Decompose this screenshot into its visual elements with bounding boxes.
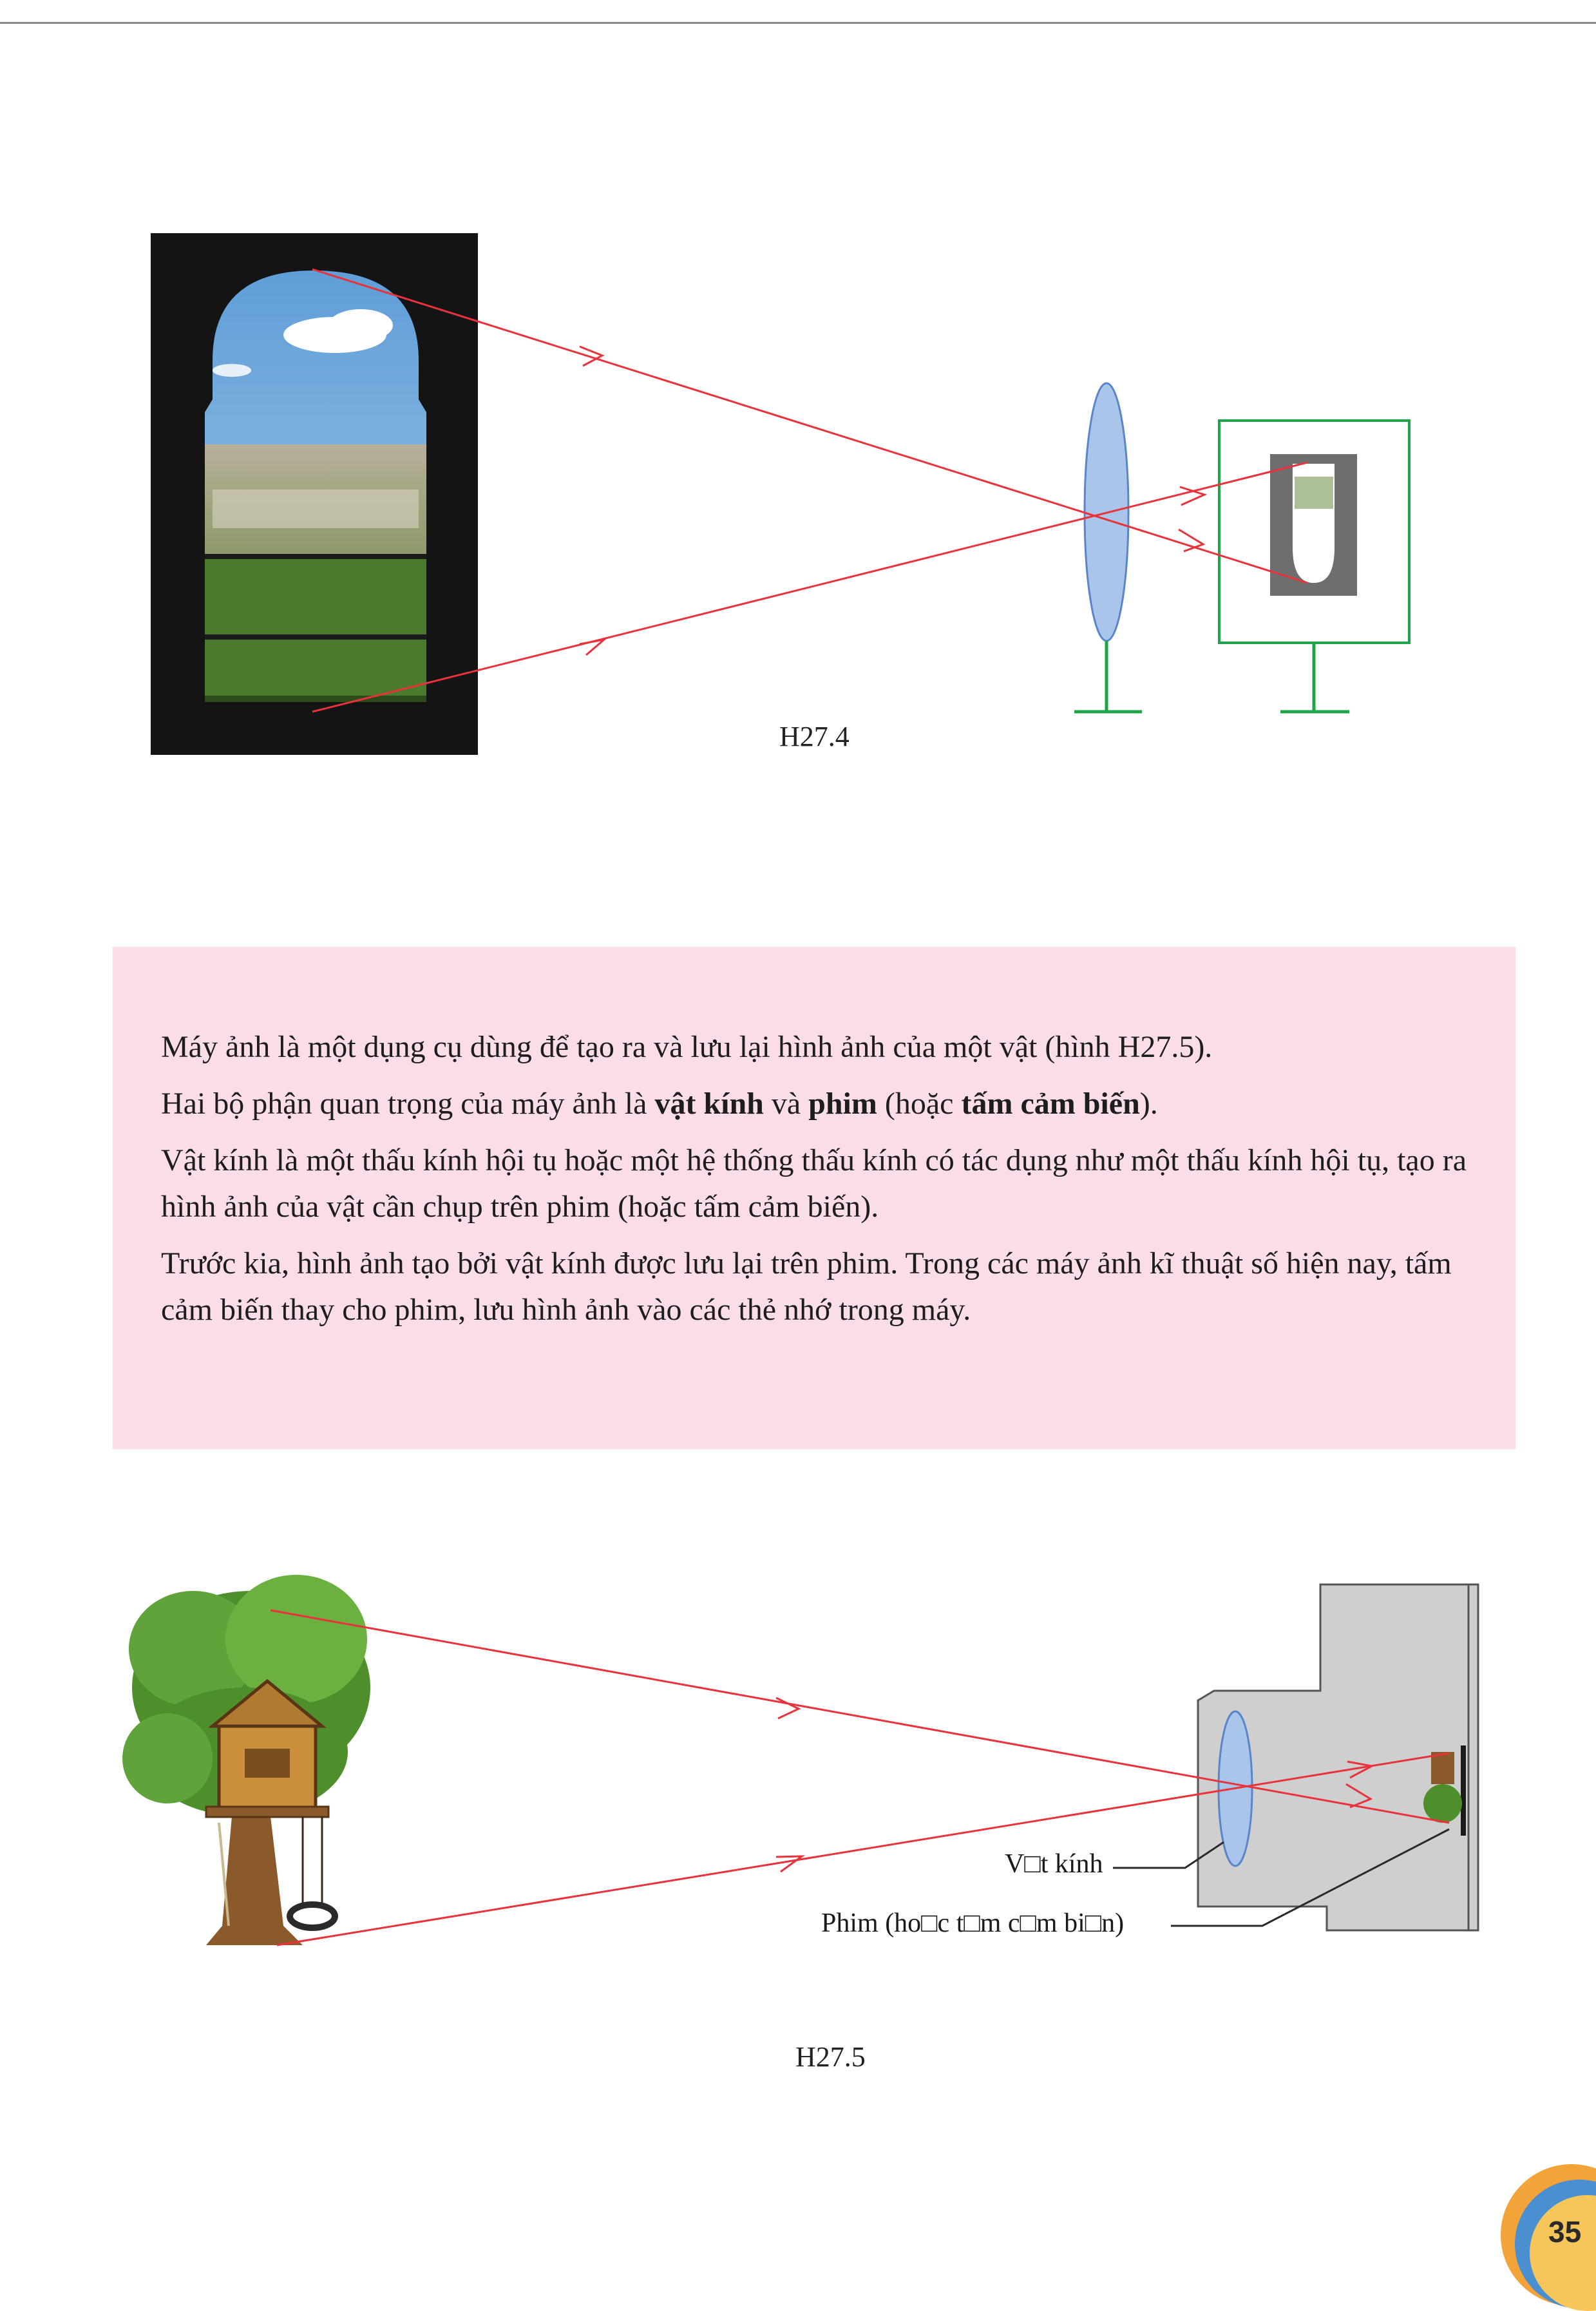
definition-paragraph-4: Trước kia, hình ảnh tạo bởi vật kính được lưu lại trên phim. Trong các máy ảnh kĩ thuật số hiện nay, tấm cảm biến thay cho phim, lưu hình ảnh vào các thẻ nhớ trong máy. xyxy=(161,1246,1452,1327)
film-sensor-label: Phim (ho□c t□m c□m bi□n) xyxy=(821,1908,1125,1938)
definition-paragraph-1: Máy ảnh là một dụng cụ dùng để tạo ra và lưu lại hình ảnh của một vật (hình H27.5). xyxy=(161,1030,1213,1064)
figure-caption-h27-4: H27.4 xyxy=(779,721,850,752)
term-sensor: tấm cảm biến xyxy=(961,1087,1140,1121)
objective-lens-label: V□t kính xyxy=(1005,1849,1103,1879)
page-number: 35 xyxy=(1548,2215,1582,2249)
term-objective-lens: vật kính xyxy=(654,1087,764,1121)
term-film: phim xyxy=(808,1087,877,1121)
figure-caption-h27-5: H27.5 xyxy=(795,2041,866,2073)
definition-paragraph-3: Vật kính là một thấu kính hội tụ hoặc một hệ thống thấu kính có tác dụng như một thấu kính hội tụ, tạo ra hình ảnh của vật cần chụp trên phim (hoặc tấm cảm biến). xyxy=(161,1143,1467,1224)
tree-house-illustration xyxy=(122,1575,370,1945)
definition-paragraph-2: Hai bộ phận quan trọng của máy ảnh là vật kính và phim (hoặc tấm cảm biến). xyxy=(161,1087,1158,1121)
